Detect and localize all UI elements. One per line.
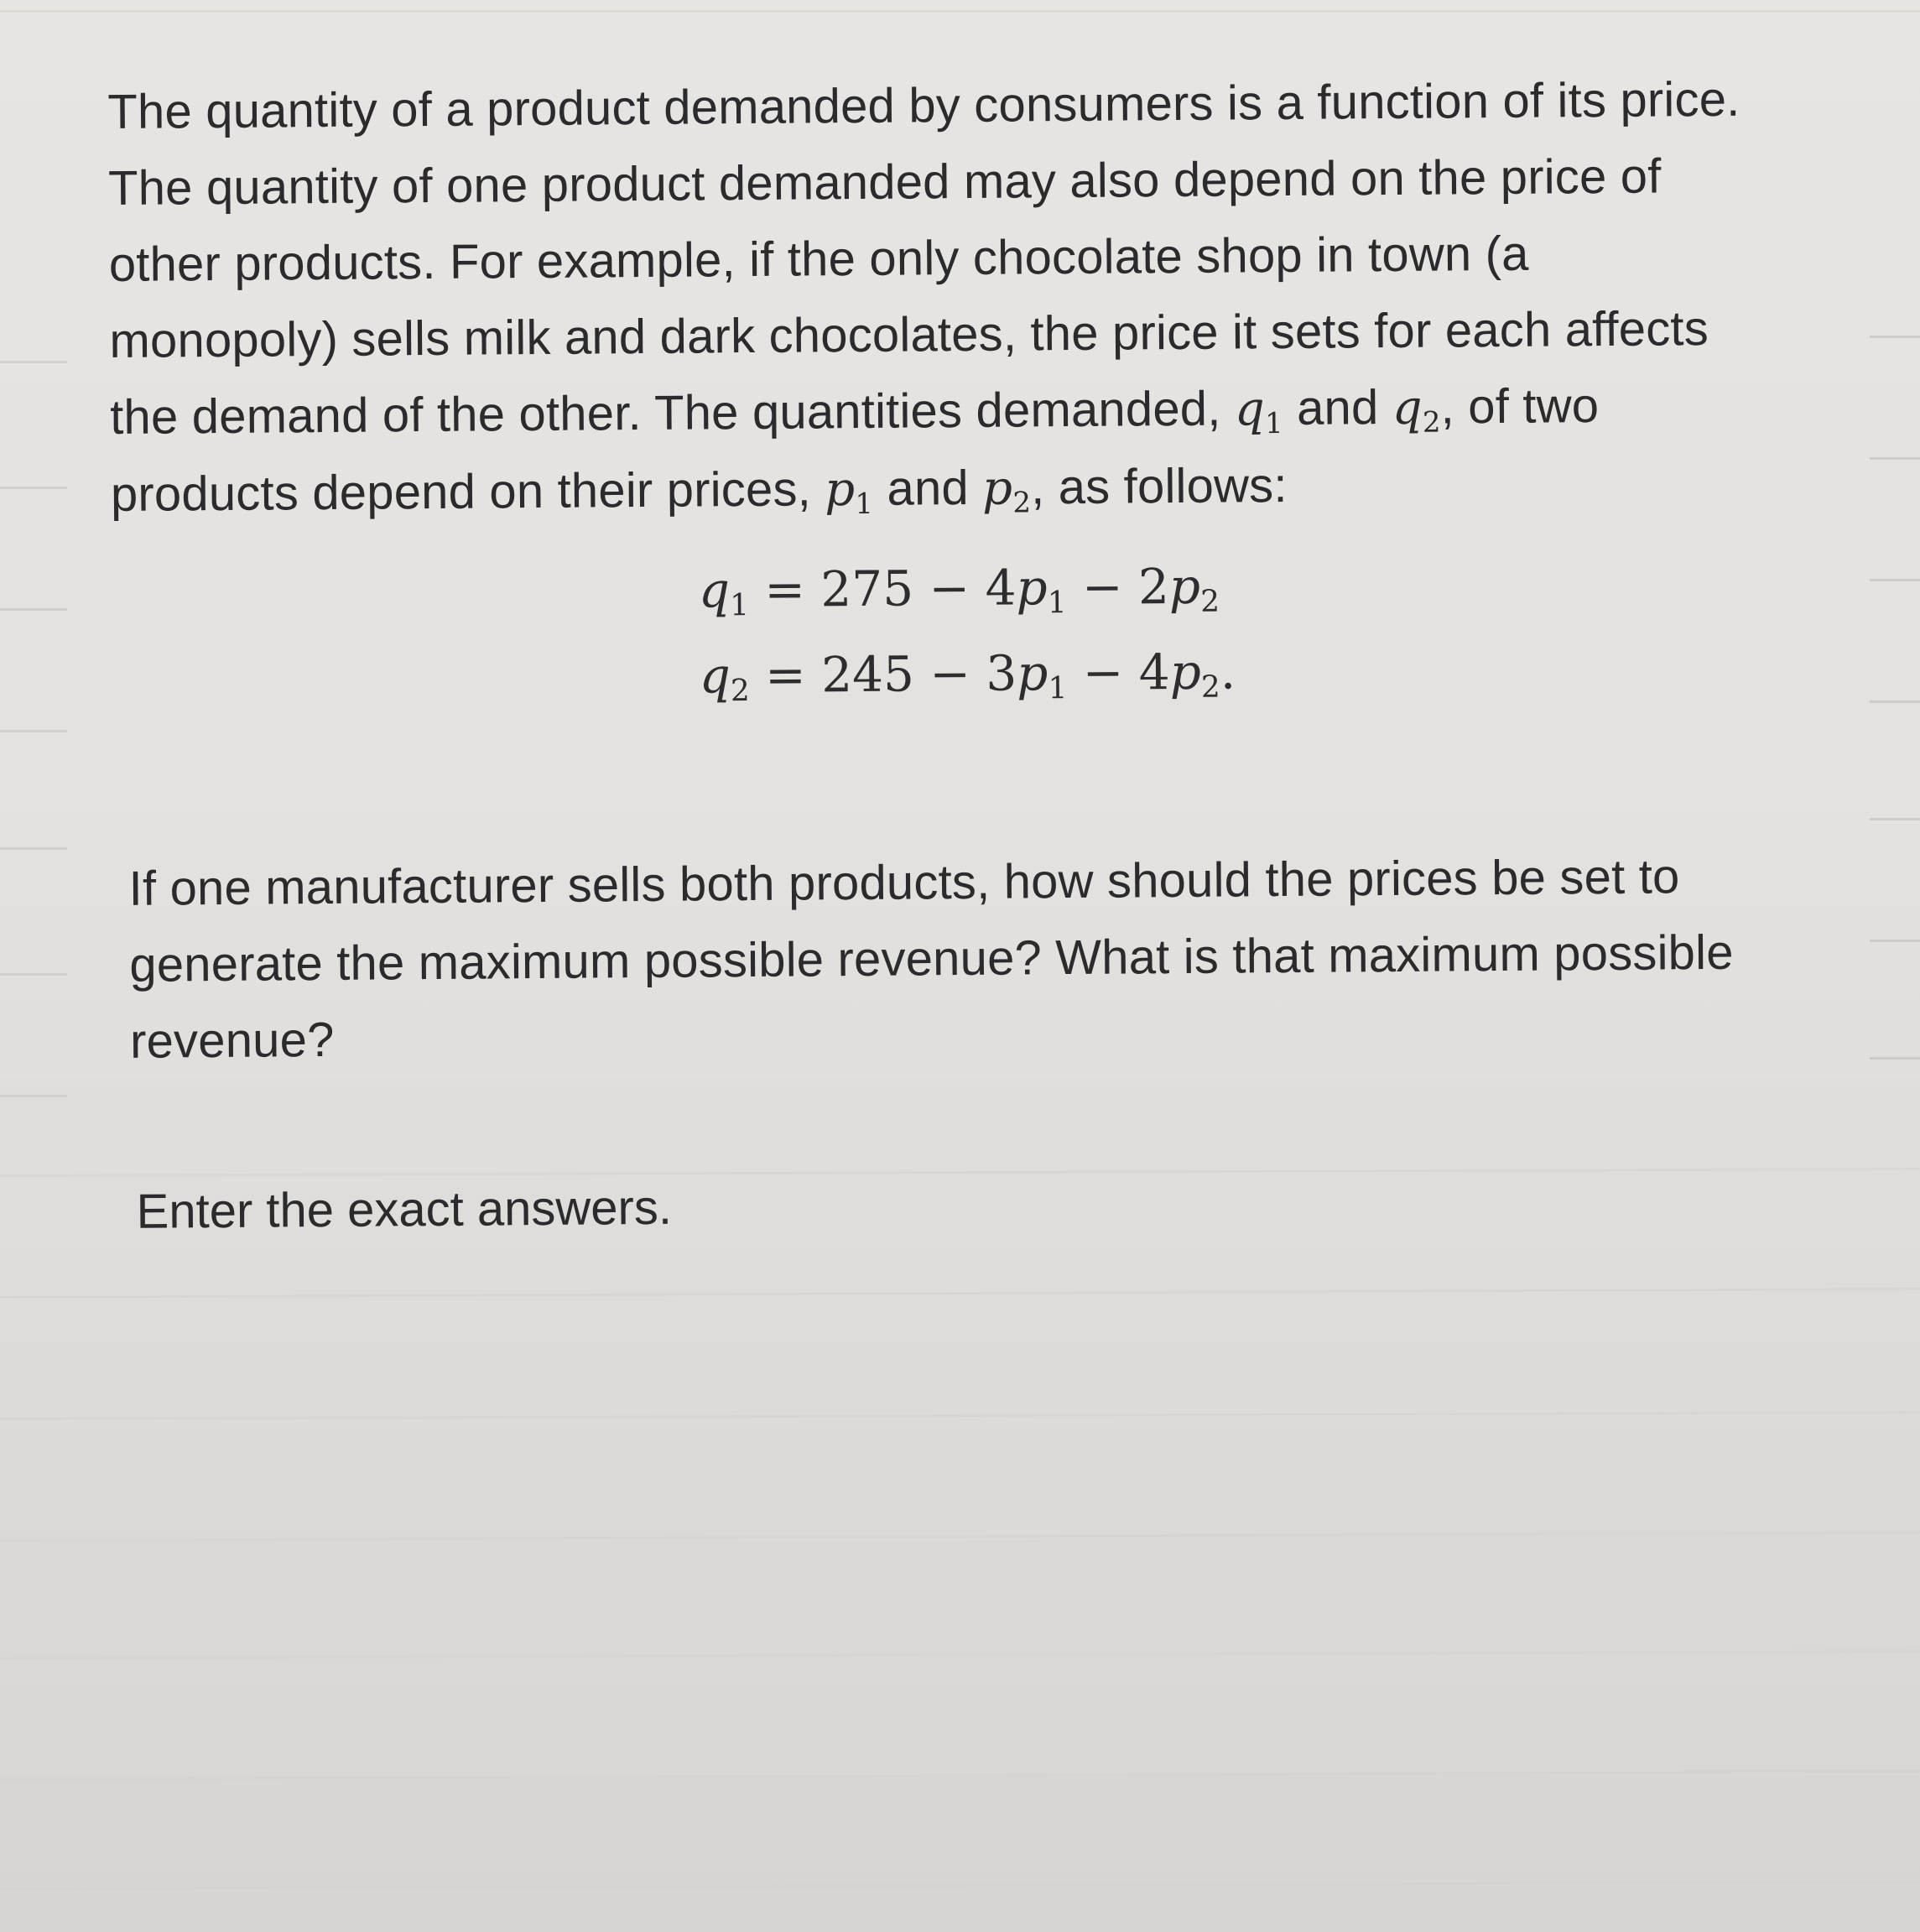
intro-line [111, 443, 1839, 534]
math-subscript: 1 [1047, 586, 1067, 621]
math-subscript: 1 [855, 487, 874, 522]
math-var: p [825, 462, 856, 518]
math-q1 [1234, 382, 1284, 441]
intro-line: monopoly) sells milk and dark chocolates, the price it sets for each affects [109, 301, 1709, 368]
equation-text: . [1220, 643, 1236, 700]
math-var: p [1016, 644, 1048, 702]
question-line: revenue? [129, 1012, 335, 1069]
equation-text: = 245 − 3 [764, 644, 1017, 704]
screen-line [0, 847, 67, 850]
intro-line: The quantity of a product demanded by consumers is a function of its price. [107, 71, 1740, 139]
math-q2 [1392, 380, 1441, 440]
math-subscript: 1 [729, 588, 750, 623]
math-var: p [1168, 557, 1201, 616]
screen-line [1870, 940, 1920, 942]
math-subscript: 2 [1012, 486, 1032, 520]
math-var: p [1169, 643, 1202, 701]
math-subscript: 2 [1422, 405, 1441, 440]
screen-line [0, 1881, 1920, 1890]
intro-text: the demand of the other. The quantities demanded, [109, 381, 1236, 445]
math-subscript: 1 [1048, 671, 1068, 706]
screen-line [0, 487, 67, 489]
math-var: q [699, 647, 731, 705]
screen-line [1870, 579, 1920, 581]
math-subscript: 2 [730, 674, 751, 709]
screen-line [0, 608, 67, 611]
screen-line [0, 1650, 1920, 1659]
math-var: q [698, 561, 731, 619]
screen-line [1870, 336, 1920, 338]
intro-line [110, 366, 1839, 456]
equation-text: = 275 − 4 [764, 559, 1017, 618]
screen-line [1870, 457, 1920, 460]
question-line: If one manufacturer sells both products, how should the prices be set to [128, 849, 1680, 916]
math-var: q [1392, 380, 1423, 435]
screen-line [0, 973, 67, 976]
equation-text: − 4 [1067, 643, 1170, 702]
question-line: generate the maximum possible revenue? What is that maximum possible [129, 924, 1734, 992]
math-subscript: 2 [1200, 669, 1221, 705]
intro-line: The quantity of one product demanded may also depend on the price of [107, 148, 1662, 216]
intro-text: products depend on their prices, [110, 461, 825, 522]
intro-text: , as follows: [1030, 457, 1288, 515]
math-p2 [981, 461, 1032, 520]
equation-q2 [699, 624, 1840, 719]
math-subscript: 2 [1199, 584, 1220, 619]
intro-text: , of two [1440, 378, 1600, 435]
problem-question [128, 837, 1843, 1080]
intro-line: other products. For example, if the only chocolate shop in town (a [108, 226, 1529, 292]
equation-text: − 2 [1066, 558, 1170, 617]
math-subscript: 1 [1264, 407, 1284, 441]
math-p1 [825, 462, 874, 522]
screen-line [0, 1531, 1920, 1542]
problem-intro [107, 60, 1839, 534]
intro-text: and [872, 460, 983, 516]
answer-instruction: Enter the exact answers. [136, 1180, 673, 1239]
screen-line [0, 1095, 67, 1097]
screen-line [0, 10, 1920, 13]
problem-content [107, 60, 1845, 1299]
screen-line [1870, 1057, 1920, 1060]
math-var: p [981, 461, 1013, 516]
screen-line [1870, 818, 1920, 820]
demand-equations [698, 539, 1840, 719]
intro-text: and [1283, 379, 1393, 436]
screen-line [0, 1411, 1920, 1420]
screen-line [0, 361, 67, 363]
math-var: p [1016, 559, 1048, 617]
screen-line [0, 1770, 1920, 1781]
screen-line [1870, 700, 1920, 703]
screen-line [0, 730, 67, 732]
equation-q1 [698, 539, 1839, 633]
math-var: q [1234, 382, 1266, 437]
